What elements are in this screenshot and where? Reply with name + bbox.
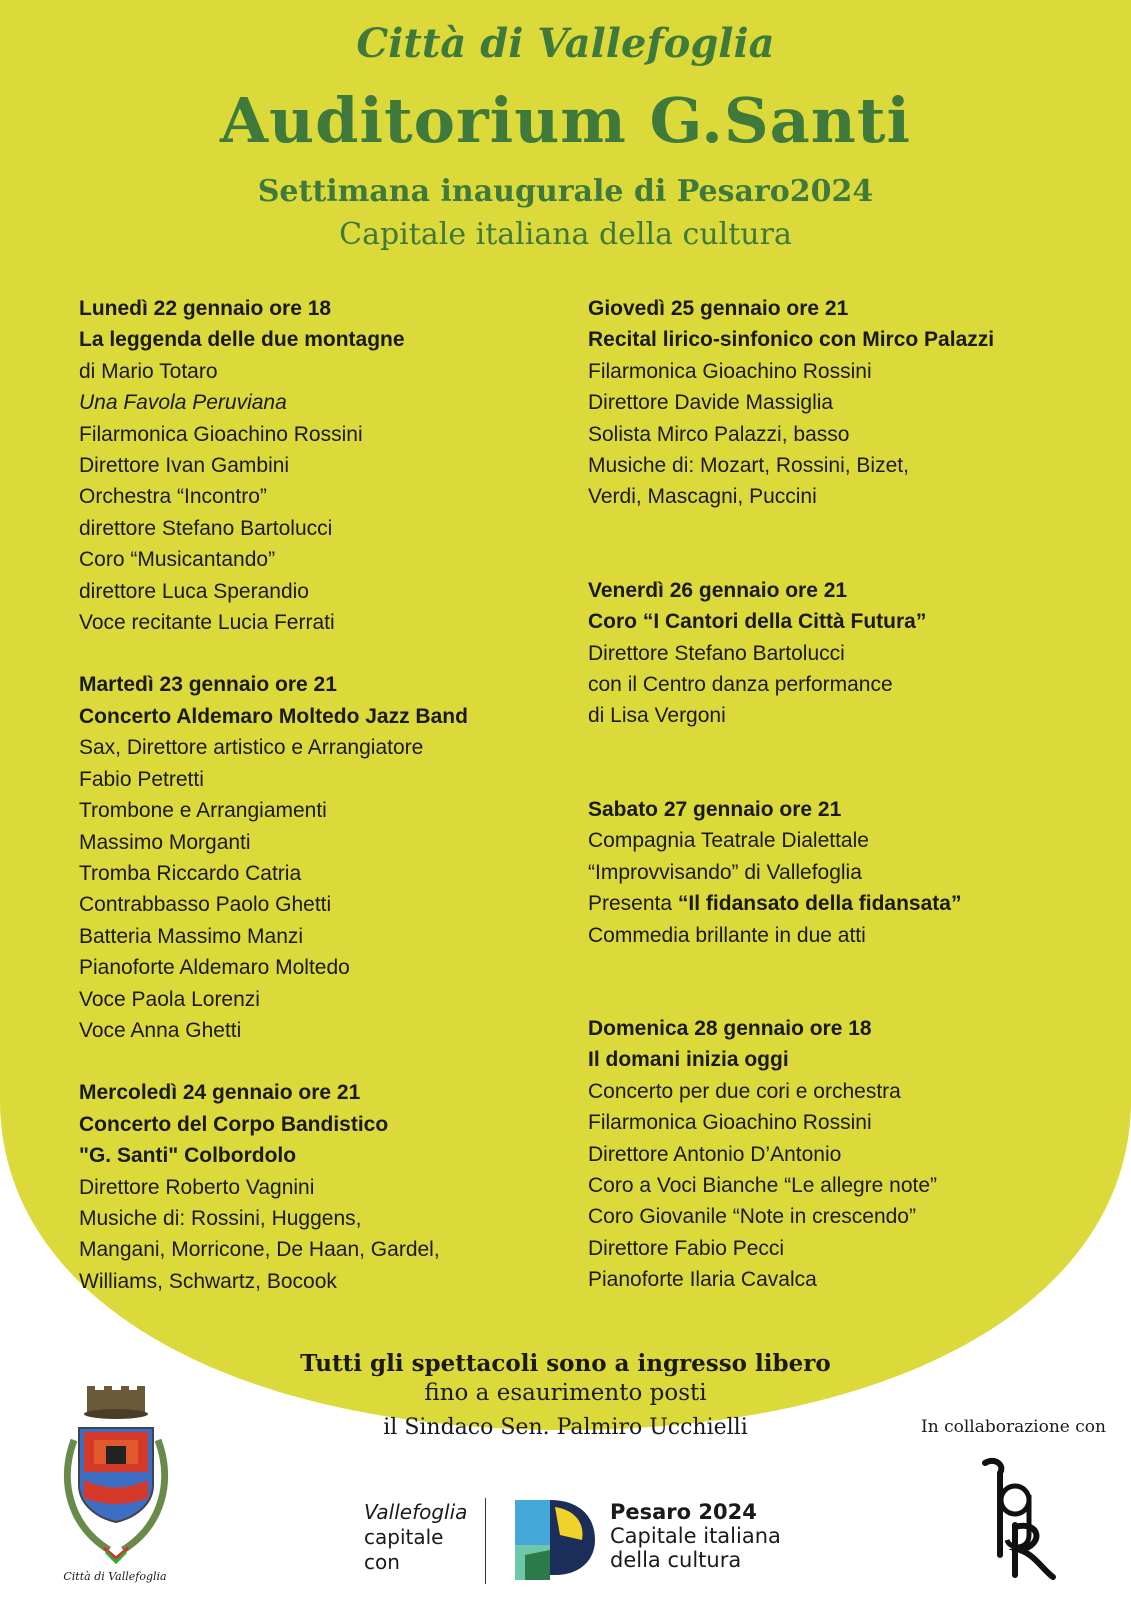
event-line: Direttore Davide Massiglia xyxy=(588,391,834,415)
event-date: Sabato 27 gennaio ore 21 xyxy=(588,797,842,821)
event-line: Batteria Massimo Manzi xyxy=(79,924,304,948)
event-line: Direttore Fabio Pecci xyxy=(588,1236,785,1260)
vallefoglia-line3: con xyxy=(364,1550,400,1574)
pesaro-line1: Pesaro 2024 xyxy=(610,1500,757,1524)
event-date: Giovedì 25 gennaio ore 21 xyxy=(588,297,849,320)
event-line: Coro Giovanile “Note in crescendo” xyxy=(588,1205,916,1229)
event-date: Venerdì 26 gennaio ore 21 xyxy=(588,578,848,602)
event-thursday xyxy=(588,293,1058,513)
pesaro-line2: Capitale italiana xyxy=(610,1524,781,1548)
event-line: di Lisa Vergoni xyxy=(588,704,726,728)
event-presents-line xyxy=(588,888,1058,919)
subtitle: Settimana inaugurale di Pesaro2024 xyxy=(257,174,874,209)
event-title: Il domani inizia oggi xyxy=(588,1048,789,1072)
city-title: Città di Vallefoglia xyxy=(356,20,775,67)
event-line: direttore Stefano Bartolucci xyxy=(79,516,333,540)
event-line: Voce Paola Lorenzi xyxy=(79,987,260,1011)
mayor-text: il Sindaco Sen. Palmiro Ucchielli xyxy=(383,1415,748,1440)
event-line: Contrabbasso Paolo Ghetti xyxy=(79,893,332,917)
event-wednesday xyxy=(79,1077,539,1297)
event-date: Lunedì 22 gennaio ore 18 xyxy=(79,297,332,320)
event-date: Domenica 28 gennaio ore 18 xyxy=(588,1016,872,1040)
event-tuesday xyxy=(79,669,539,1046)
footer-divider xyxy=(485,1498,486,1584)
event-line: Sax, Direttore artistico e Arrangiatore xyxy=(79,736,424,760)
presents-prefix: Presenta xyxy=(588,892,673,916)
vallefoglia-capitale-text xyxy=(364,1500,467,1575)
event-line: Musiche di: Mozart, Rossini, Bizet, xyxy=(588,454,909,478)
event-monday xyxy=(79,293,539,638)
vallefoglia-line2: capitale xyxy=(364,1525,444,1549)
event-line: Voce recitante Lucia Ferrati xyxy=(79,611,335,635)
pesaro-2024-text xyxy=(610,1500,781,1572)
event-title: La leggenda delle due montagne xyxy=(79,328,405,352)
event-line: Solista Mirco Palazzi, basso xyxy=(588,422,850,446)
event-line: Musiche di: Rossini, Huggens, xyxy=(79,1206,362,1230)
event-saturday xyxy=(588,794,1058,951)
event-line: direttore Luca Sperandio xyxy=(79,579,309,603)
event-friday xyxy=(588,575,1058,732)
event-line: “Improvvisando” di Vallefoglia xyxy=(588,860,862,884)
event-date: Mercoledì 24 gennaio ore 21 xyxy=(79,1081,361,1105)
event-line: Trombone e Arrangiamenti xyxy=(79,799,327,823)
event-line: Filarmonica Gioachino Rossini xyxy=(588,1111,872,1135)
presents-title: “Il fidansato della fidansata” xyxy=(677,892,962,916)
event-line: Massimo Morganti xyxy=(79,830,251,854)
event-line: Direttore Antonio D’Antonio xyxy=(588,1142,842,1166)
event-line: Compagnia Teatrale Dialettale xyxy=(588,829,869,853)
events-left-column xyxy=(79,293,539,1297)
events-right-column xyxy=(588,293,1058,1296)
event-line: Coro a Voci Bianche “Le allegre note” xyxy=(588,1173,938,1197)
event-line: Coro “Musicantando” xyxy=(79,548,276,572)
vallefoglia-line1: Vallefoglia xyxy=(364,1500,468,1524)
event-date: Martedì 23 gennaio ore 21 xyxy=(79,673,337,697)
pesaro-2024-logo-icon xyxy=(510,1495,600,1585)
event-line: di Mario Totaro xyxy=(79,359,218,383)
event-title: Concerto del Corpo Bandistico xyxy=(79,1112,389,1136)
event-line: Fabio Petretti xyxy=(79,767,204,791)
event-line: Voce Anna Ghetti xyxy=(79,1018,242,1042)
event-title: Coro “I Cantori della Città Futura” xyxy=(588,610,927,634)
event-line: Direttore Ivan Gambini xyxy=(79,454,290,478)
collaborator-logo-icon xyxy=(975,1455,1065,1585)
event-title: Recital lirico-sinfonico con Mirco Palazzi xyxy=(588,328,995,352)
event-sunday xyxy=(588,1013,1058,1296)
city-crest-icon xyxy=(54,1380,179,1570)
collaboration-text: In collaborazione con xyxy=(921,1417,1106,1437)
event-line: Verdi, Mascagni, Puccini xyxy=(588,485,817,509)
crest-caption: Città di Vallefoglia xyxy=(63,1570,167,1583)
venue-title: Auditorium G.Santi xyxy=(219,84,912,157)
event-line: Filarmonica Gioachino Rossini xyxy=(79,422,363,446)
subtitle-culture: Capitale italiana della cultura xyxy=(339,217,792,252)
event-line: Direttore Roberto Vagnini xyxy=(79,1175,315,1199)
free-entry-text: Tutti gli spettacoli sono a ingresso libero xyxy=(300,1350,831,1377)
event-line: Una Favola Peruviana xyxy=(79,391,287,415)
event-line: Direttore Stefano Bartolucci xyxy=(588,641,845,665)
event-line: Mangani, Morricone, De Haan, Gardel, xyxy=(79,1238,440,1262)
event-line: Orchestra “Incontro” xyxy=(79,485,267,509)
event-title-2: "G. Santi" Colbordolo xyxy=(79,1144,297,1168)
event-line: Commedia brillante in due atti xyxy=(588,923,866,947)
event-line: Tromba Riccardo Catria xyxy=(79,861,302,885)
event-line: Filarmonica Gioachino Rossini xyxy=(588,359,872,383)
event-title: Concerto Aldemaro Moltedo Jazz Band xyxy=(79,704,468,728)
pesaro-line3: della cultura xyxy=(610,1548,742,1572)
until-seats-text: fino a esaurimento posti xyxy=(424,1380,707,1406)
event-line: Concerto per due cori e orchestra xyxy=(588,1079,901,1103)
event-line: Williams, Schwartz, Bocook xyxy=(79,1269,337,1293)
event-line: Pianoforte Ilaria Cavalca xyxy=(588,1268,817,1292)
event-line: con il Centro danza performance xyxy=(588,673,893,697)
event-line: Pianoforte Aldemaro Moltedo xyxy=(79,956,350,980)
